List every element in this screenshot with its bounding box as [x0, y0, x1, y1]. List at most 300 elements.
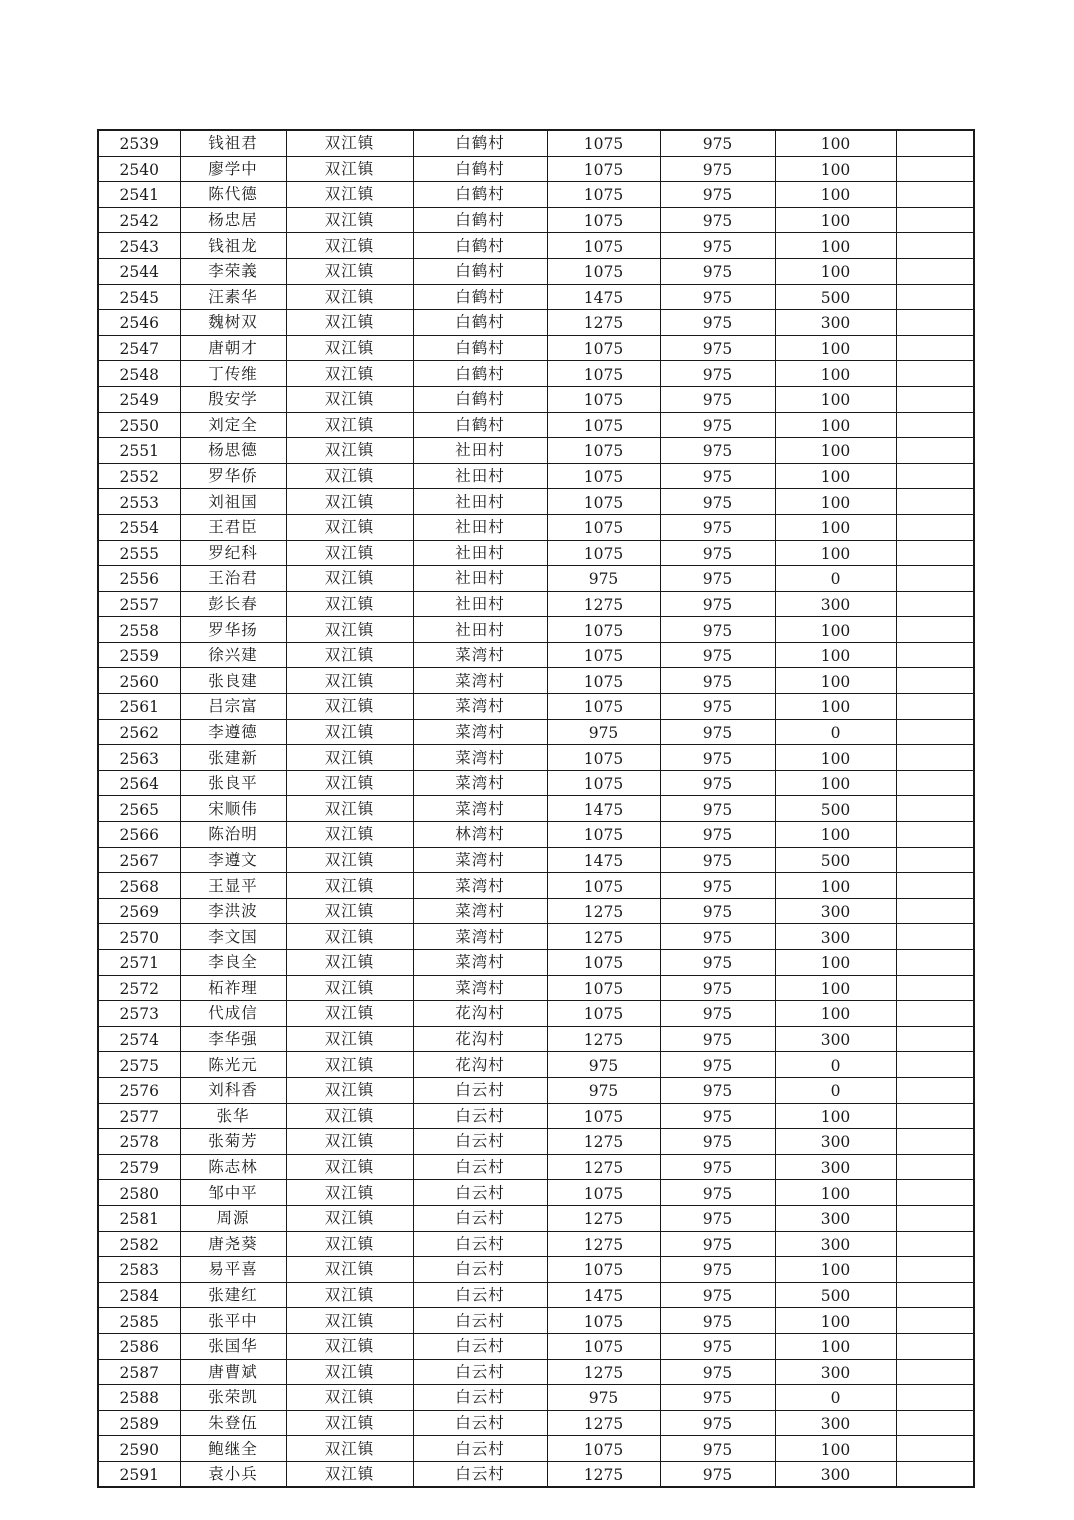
village-cell: 社田村 — [413, 617, 547, 643]
town-cell: 双江镇 — [286, 258, 413, 284]
name-cell: 陈代德 — [180, 182, 286, 208]
village-cell: 社田村 — [413, 566, 547, 592]
table-row — [98, 1359, 974, 1385]
name-cell: 徐兴建 — [180, 642, 286, 668]
extra-cell: 0 — [775, 1077, 896, 1103]
town-cell: 双江镇 — [286, 668, 413, 694]
extra-cell: 100 — [775, 1333, 896, 1359]
name-cell: 袁小兵 — [180, 1461, 286, 1487]
name-cell: 李遵德 — [180, 719, 286, 745]
remark-cell — [896, 1052, 974, 1078]
extra-cell: 100 — [775, 642, 896, 668]
village-cell: 菜湾村 — [413, 924, 547, 950]
name-cell: 刘科香 — [180, 1077, 286, 1103]
serial-cell: 2590 — [98, 1436, 180, 1462]
serial-cell: 2551 — [98, 438, 180, 464]
extra-cell: 500 — [775, 796, 896, 822]
town-cell: 双江镇 — [286, 642, 413, 668]
remark-cell — [896, 258, 974, 284]
name-cell: 罗纪科 — [180, 540, 286, 566]
base-cell: 975 — [660, 1231, 775, 1257]
town-cell: 双江镇 — [286, 233, 413, 259]
town-cell: 双江镇 — [286, 156, 413, 182]
base-cell: 975 — [660, 1205, 775, 1231]
base-cell: 975 — [660, 182, 775, 208]
name-cell: 李荣義 — [180, 258, 286, 284]
town-cell: 双江镇 — [286, 770, 413, 796]
table-row — [98, 1103, 974, 1129]
serial-cell: 2576 — [98, 1077, 180, 1103]
table-row — [98, 566, 974, 592]
remark-cell — [896, 1205, 974, 1231]
base-cell: 975 — [660, 361, 775, 387]
base-cell: 975 — [660, 924, 775, 950]
serial-cell: 2562 — [98, 719, 180, 745]
name-cell: 唐曹斌 — [180, 1359, 286, 1385]
base-cell: 975 — [660, 1359, 775, 1385]
name-cell: 杨思德 — [180, 438, 286, 464]
name-cell: 张平中 — [180, 1308, 286, 1334]
name-cell: 柘祚理 — [180, 975, 286, 1001]
table-row — [98, 514, 974, 540]
serial-cell: 2552 — [98, 463, 180, 489]
town-cell: 双江镇 — [286, 1231, 413, 1257]
table-row — [98, 361, 974, 387]
name-cell: 李文国 — [180, 924, 286, 950]
table-row — [98, 1154, 974, 1180]
town-cell: 双江镇 — [286, 617, 413, 643]
name-cell: 李华强 — [180, 1026, 286, 1052]
remark-cell — [896, 1385, 974, 1411]
town-cell: 双江镇 — [286, 361, 413, 387]
base-cell: 975 — [660, 412, 775, 438]
name-cell: 陈治明 — [180, 822, 286, 848]
name-cell: 陈志林 — [180, 1154, 286, 1180]
extra-cell: 100 — [775, 540, 896, 566]
table-row — [98, 770, 974, 796]
name-cell: 吕宗富 — [180, 694, 286, 720]
total-cell: 1475 — [547, 847, 660, 873]
village-cell: 白云村 — [413, 1103, 547, 1129]
serial-cell: 2588 — [98, 1385, 180, 1411]
table-row — [98, 898, 974, 924]
table-row — [98, 335, 974, 361]
total-cell: 1275 — [547, 310, 660, 336]
table-row — [98, 463, 974, 489]
base-cell: 975 — [660, 1026, 775, 1052]
serial-cell: 2544 — [98, 258, 180, 284]
base-cell: 975 — [660, 1052, 775, 1078]
remark-cell — [896, 1461, 974, 1487]
serial-cell: 2577 — [98, 1103, 180, 1129]
extra-cell: 0 — [775, 1052, 896, 1078]
base-cell: 975 — [660, 847, 775, 873]
village-cell: 白鹤村 — [413, 207, 547, 233]
remark-cell — [896, 1282, 974, 1308]
extra-cell: 100 — [775, 489, 896, 515]
base-cell: 975 — [660, 1154, 775, 1180]
remark-cell — [896, 642, 974, 668]
total-cell: 1275 — [547, 898, 660, 924]
village-cell: 白云村 — [413, 1333, 547, 1359]
base-cell: 975 — [660, 130, 775, 156]
village-cell: 菜湾村 — [413, 975, 547, 1001]
table-row — [98, 1282, 974, 1308]
total-cell: 1075 — [547, 1308, 660, 1334]
town-cell: 双江镇 — [286, 1026, 413, 1052]
serial-cell: 2556 — [98, 566, 180, 592]
table-row — [98, 489, 974, 515]
town-cell: 双江镇 — [286, 1129, 413, 1155]
name-cell: 张菊芳 — [180, 1129, 286, 1155]
serial-cell: 2543 — [98, 233, 180, 259]
remark-cell — [896, 540, 974, 566]
serial-cell: 2566 — [98, 822, 180, 848]
base-cell: 975 — [660, 1282, 775, 1308]
serial-cell: 2558 — [98, 617, 180, 643]
village-cell: 菜湾村 — [413, 770, 547, 796]
total-cell: 1075 — [547, 258, 660, 284]
remark-cell — [896, 924, 974, 950]
extra-cell: 100 — [775, 1436, 896, 1462]
table-row — [98, 1052, 974, 1078]
village-cell: 白云村 — [413, 1231, 547, 1257]
remark-cell — [896, 1410, 974, 1436]
total-cell: 1075 — [547, 489, 660, 515]
extra-cell: 100 — [775, 1103, 896, 1129]
serial-cell: 2542 — [98, 207, 180, 233]
serial-cell: 2581 — [98, 1205, 180, 1231]
base-cell: 975 — [660, 642, 775, 668]
town-cell: 双江镇 — [286, 1077, 413, 1103]
base-cell: 975 — [660, 591, 775, 617]
base-cell: 975 — [660, 514, 775, 540]
village-cell: 白云村 — [413, 1410, 547, 1436]
table-row — [98, 668, 974, 694]
extra-cell: 100 — [775, 233, 896, 259]
remark-cell — [896, 770, 974, 796]
serial-cell: 2554 — [98, 514, 180, 540]
serial-cell: 2547 — [98, 335, 180, 361]
table-row — [98, 745, 974, 771]
town-cell: 双江镇 — [286, 924, 413, 950]
total-cell: 1075 — [547, 156, 660, 182]
extra-cell: 500 — [775, 284, 896, 310]
extra-cell: 300 — [775, 310, 896, 336]
base-cell: 975 — [660, 386, 775, 412]
town-cell: 双江镇 — [286, 822, 413, 848]
base-cell: 975 — [660, 540, 775, 566]
town-cell: 双江镇 — [286, 1461, 413, 1487]
village-cell: 白鹤村 — [413, 335, 547, 361]
remark-cell — [896, 412, 974, 438]
table-row — [98, 1308, 974, 1334]
name-cell: 宋顺伟 — [180, 796, 286, 822]
name-cell: 魏树双 — [180, 310, 286, 336]
town-cell: 双江镇 — [286, 847, 413, 873]
serial-cell: 2539 — [98, 130, 180, 156]
town-cell: 双江镇 — [286, 412, 413, 438]
name-cell: 李遵文 — [180, 847, 286, 873]
base-cell: 975 — [660, 233, 775, 259]
extra-cell: 100 — [775, 258, 896, 284]
extra-cell: 100 — [775, 361, 896, 387]
town-cell: 双江镇 — [286, 898, 413, 924]
village-cell: 白鹤村 — [413, 310, 547, 336]
extra-cell: 300 — [775, 924, 896, 950]
name-cell: 唐尧葵 — [180, 1231, 286, 1257]
name-cell: 张建红 — [180, 1282, 286, 1308]
table-row — [98, 873, 974, 899]
remark-cell — [896, 873, 974, 899]
remark-cell — [896, 463, 974, 489]
base-cell: 975 — [660, 873, 775, 899]
total-cell: 1075 — [547, 182, 660, 208]
extra-cell: 300 — [775, 1231, 896, 1257]
serial-cell: 2580 — [98, 1180, 180, 1206]
total-cell: 1075 — [547, 233, 660, 259]
total-cell: 1075 — [547, 1180, 660, 1206]
total-cell: 1075 — [547, 1257, 660, 1283]
base-cell: 975 — [660, 566, 775, 592]
extra-cell: 300 — [775, 1154, 896, 1180]
town-cell: 双江镇 — [286, 950, 413, 976]
total-cell: 1075 — [547, 1333, 660, 1359]
extra-cell: 300 — [775, 1026, 896, 1052]
base-cell: 975 — [660, 1077, 775, 1103]
remark-cell — [896, 1359, 974, 1385]
base-cell: 975 — [660, 1180, 775, 1206]
extra-cell: 100 — [775, 975, 896, 1001]
extra-cell: 100 — [775, 156, 896, 182]
base-cell: 975 — [660, 975, 775, 1001]
village-cell: 花沟村 — [413, 1026, 547, 1052]
total-cell: 1075 — [547, 642, 660, 668]
base-cell: 975 — [660, 310, 775, 336]
remark-cell — [896, 591, 974, 617]
town-cell: 双江镇 — [286, 1410, 413, 1436]
remark-cell — [896, 1154, 974, 1180]
village-cell: 白鹤村 — [413, 130, 547, 156]
name-cell: 朱登伍 — [180, 1410, 286, 1436]
total-cell: 1275 — [547, 1026, 660, 1052]
town-cell: 双江镇 — [286, 1282, 413, 1308]
table-row — [98, 796, 974, 822]
base-cell: 975 — [660, 1410, 775, 1436]
town-cell: 双江镇 — [286, 566, 413, 592]
name-cell: 张荣凯 — [180, 1385, 286, 1411]
serial-cell: 2584 — [98, 1282, 180, 1308]
remark-cell — [896, 438, 974, 464]
town-cell: 双江镇 — [286, 591, 413, 617]
base-cell: 975 — [660, 284, 775, 310]
base-cell: 975 — [660, 745, 775, 771]
town-cell: 双江镇 — [286, 1436, 413, 1462]
table-row — [98, 1001, 974, 1027]
village-cell: 白云村 — [413, 1257, 547, 1283]
serial-cell: 2582 — [98, 1231, 180, 1257]
base-cell: 975 — [660, 489, 775, 515]
table-row — [98, 822, 974, 848]
town-cell: 双江镇 — [286, 540, 413, 566]
name-cell: 张良平 — [180, 770, 286, 796]
village-cell: 菜湾村 — [413, 719, 547, 745]
total-cell: 1075 — [547, 207, 660, 233]
base-cell: 975 — [660, 335, 775, 361]
table-row — [98, 617, 974, 643]
base-cell: 975 — [660, 796, 775, 822]
extra-cell: 0 — [775, 719, 896, 745]
table-row — [98, 258, 974, 284]
serial-cell: 2550 — [98, 412, 180, 438]
village-cell: 社田村 — [413, 514, 547, 540]
village-cell: 菜湾村 — [413, 873, 547, 899]
total-cell: 1075 — [547, 335, 660, 361]
village-cell: 社田村 — [413, 591, 547, 617]
serial-cell: 2546 — [98, 310, 180, 336]
base-cell: 975 — [660, 617, 775, 643]
remark-cell — [896, 1103, 974, 1129]
base-cell: 975 — [660, 156, 775, 182]
total-cell: 1075 — [547, 617, 660, 643]
extra-cell: 300 — [775, 1359, 896, 1385]
remark-cell — [896, 130, 974, 156]
table-row — [98, 1410, 974, 1436]
remark-cell — [896, 668, 974, 694]
name-cell: 钱祖君 — [180, 130, 286, 156]
village-cell: 社田村 — [413, 438, 547, 464]
base-cell: 975 — [660, 898, 775, 924]
total-cell: 1075 — [547, 1001, 660, 1027]
total-cell: 1275 — [547, 1410, 660, 1436]
total-cell: 975 — [547, 1077, 660, 1103]
serial-cell: 2553 — [98, 489, 180, 515]
village-cell: 白云村 — [413, 1461, 547, 1487]
serial-cell: 2587 — [98, 1359, 180, 1385]
serial-cell: 2561 — [98, 694, 180, 720]
extra-cell: 300 — [775, 898, 896, 924]
town-cell: 双江镇 — [286, 182, 413, 208]
name-cell: 刘祖国 — [180, 489, 286, 515]
total-cell: 1075 — [547, 770, 660, 796]
remark-cell — [896, 1180, 974, 1206]
extra-cell: 100 — [775, 207, 896, 233]
serial-cell: 2579 — [98, 1154, 180, 1180]
remark-cell — [896, 514, 974, 540]
serial-cell: 2578 — [98, 1129, 180, 1155]
town-cell: 双江镇 — [286, 796, 413, 822]
town-cell: 双江镇 — [286, 745, 413, 771]
town-cell: 双江镇 — [286, 284, 413, 310]
table-row — [98, 1077, 974, 1103]
base-cell: 975 — [660, 719, 775, 745]
village-cell: 白云村 — [413, 1154, 547, 1180]
name-cell: 廖学中 — [180, 156, 286, 182]
total-cell: 1075 — [547, 822, 660, 848]
serial-cell: 2560 — [98, 668, 180, 694]
table-row — [98, 924, 974, 950]
total-cell: 1475 — [547, 796, 660, 822]
base-cell: 975 — [660, 463, 775, 489]
extra-cell: 100 — [775, 770, 896, 796]
name-cell: 王治君 — [180, 566, 286, 592]
village-cell: 社田村 — [413, 489, 547, 515]
table-row — [98, 1231, 974, 1257]
table-row — [98, 1385, 974, 1411]
extra-cell: 100 — [775, 463, 896, 489]
name-cell: 唐朝才 — [180, 335, 286, 361]
serial-cell: 2545 — [98, 284, 180, 310]
base-cell: 975 — [660, 258, 775, 284]
base-cell: 975 — [660, 1385, 775, 1411]
base-cell: 975 — [660, 1001, 775, 1027]
town-cell: 双江镇 — [286, 1154, 413, 1180]
village-cell: 白鹤村 — [413, 386, 547, 412]
town-cell: 双江镇 — [286, 207, 413, 233]
table-row — [98, 719, 974, 745]
name-cell: 罗华侨 — [180, 463, 286, 489]
town-cell: 双江镇 — [286, 335, 413, 361]
village-cell: 白鹤村 — [413, 182, 547, 208]
name-cell: 刘定全 — [180, 412, 286, 438]
village-cell: 白云村 — [413, 1385, 547, 1411]
total-cell: 1075 — [547, 1103, 660, 1129]
remark-cell — [896, 1257, 974, 1283]
serial-cell: 2568 — [98, 873, 180, 899]
base-cell: 975 — [660, 1103, 775, 1129]
town-cell: 双江镇 — [286, 1257, 413, 1283]
name-cell: 周源 — [180, 1205, 286, 1231]
base-cell: 975 — [660, 694, 775, 720]
total-cell: 1275 — [547, 1231, 660, 1257]
record-table — [97, 129, 975, 1488]
village-cell: 白云村 — [413, 1308, 547, 1334]
serial-cell: 2586 — [98, 1333, 180, 1359]
name-cell: 罗华扬 — [180, 617, 286, 643]
remark-cell — [896, 950, 974, 976]
total-cell: 1075 — [547, 694, 660, 720]
remark-cell — [896, 1026, 974, 1052]
town-cell: 双江镇 — [286, 1001, 413, 1027]
table-row — [98, 1333, 974, 1359]
town-cell: 双江镇 — [286, 1103, 413, 1129]
base-cell: 975 — [660, 822, 775, 848]
town-cell: 双江镇 — [286, 1205, 413, 1231]
village-cell: 白鹤村 — [413, 233, 547, 259]
name-cell: 鲍继全 — [180, 1436, 286, 1462]
base-cell: 975 — [660, 438, 775, 464]
name-cell: 张良建 — [180, 668, 286, 694]
serial-cell: 2591 — [98, 1461, 180, 1487]
remark-cell — [896, 694, 974, 720]
total-cell: 1475 — [547, 284, 660, 310]
remark-cell — [896, 284, 974, 310]
name-cell: 杨忠居 — [180, 207, 286, 233]
village-cell: 社田村 — [413, 540, 547, 566]
remark-cell — [896, 566, 974, 592]
remark-cell — [896, 796, 974, 822]
serial-cell: 2589 — [98, 1410, 180, 1436]
table-row — [98, 540, 974, 566]
village-cell: 菜湾村 — [413, 642, 547, 668]
table-body — [98, 130, 974, 1487]
extra-cell: 300 — [775, 1205, 896, 1231]
total-cell: 975 — [547, 1052, 660, 1078]
village-cell: 菜湾村 — [413, 847, 547, 873]
extra-cell: 300 — [775, 1129, 896, 1155]
remark-cell — [896, 1077, 974, 1103]
village-cell: 花沟村 — [413, 1052, 547, 1078]
